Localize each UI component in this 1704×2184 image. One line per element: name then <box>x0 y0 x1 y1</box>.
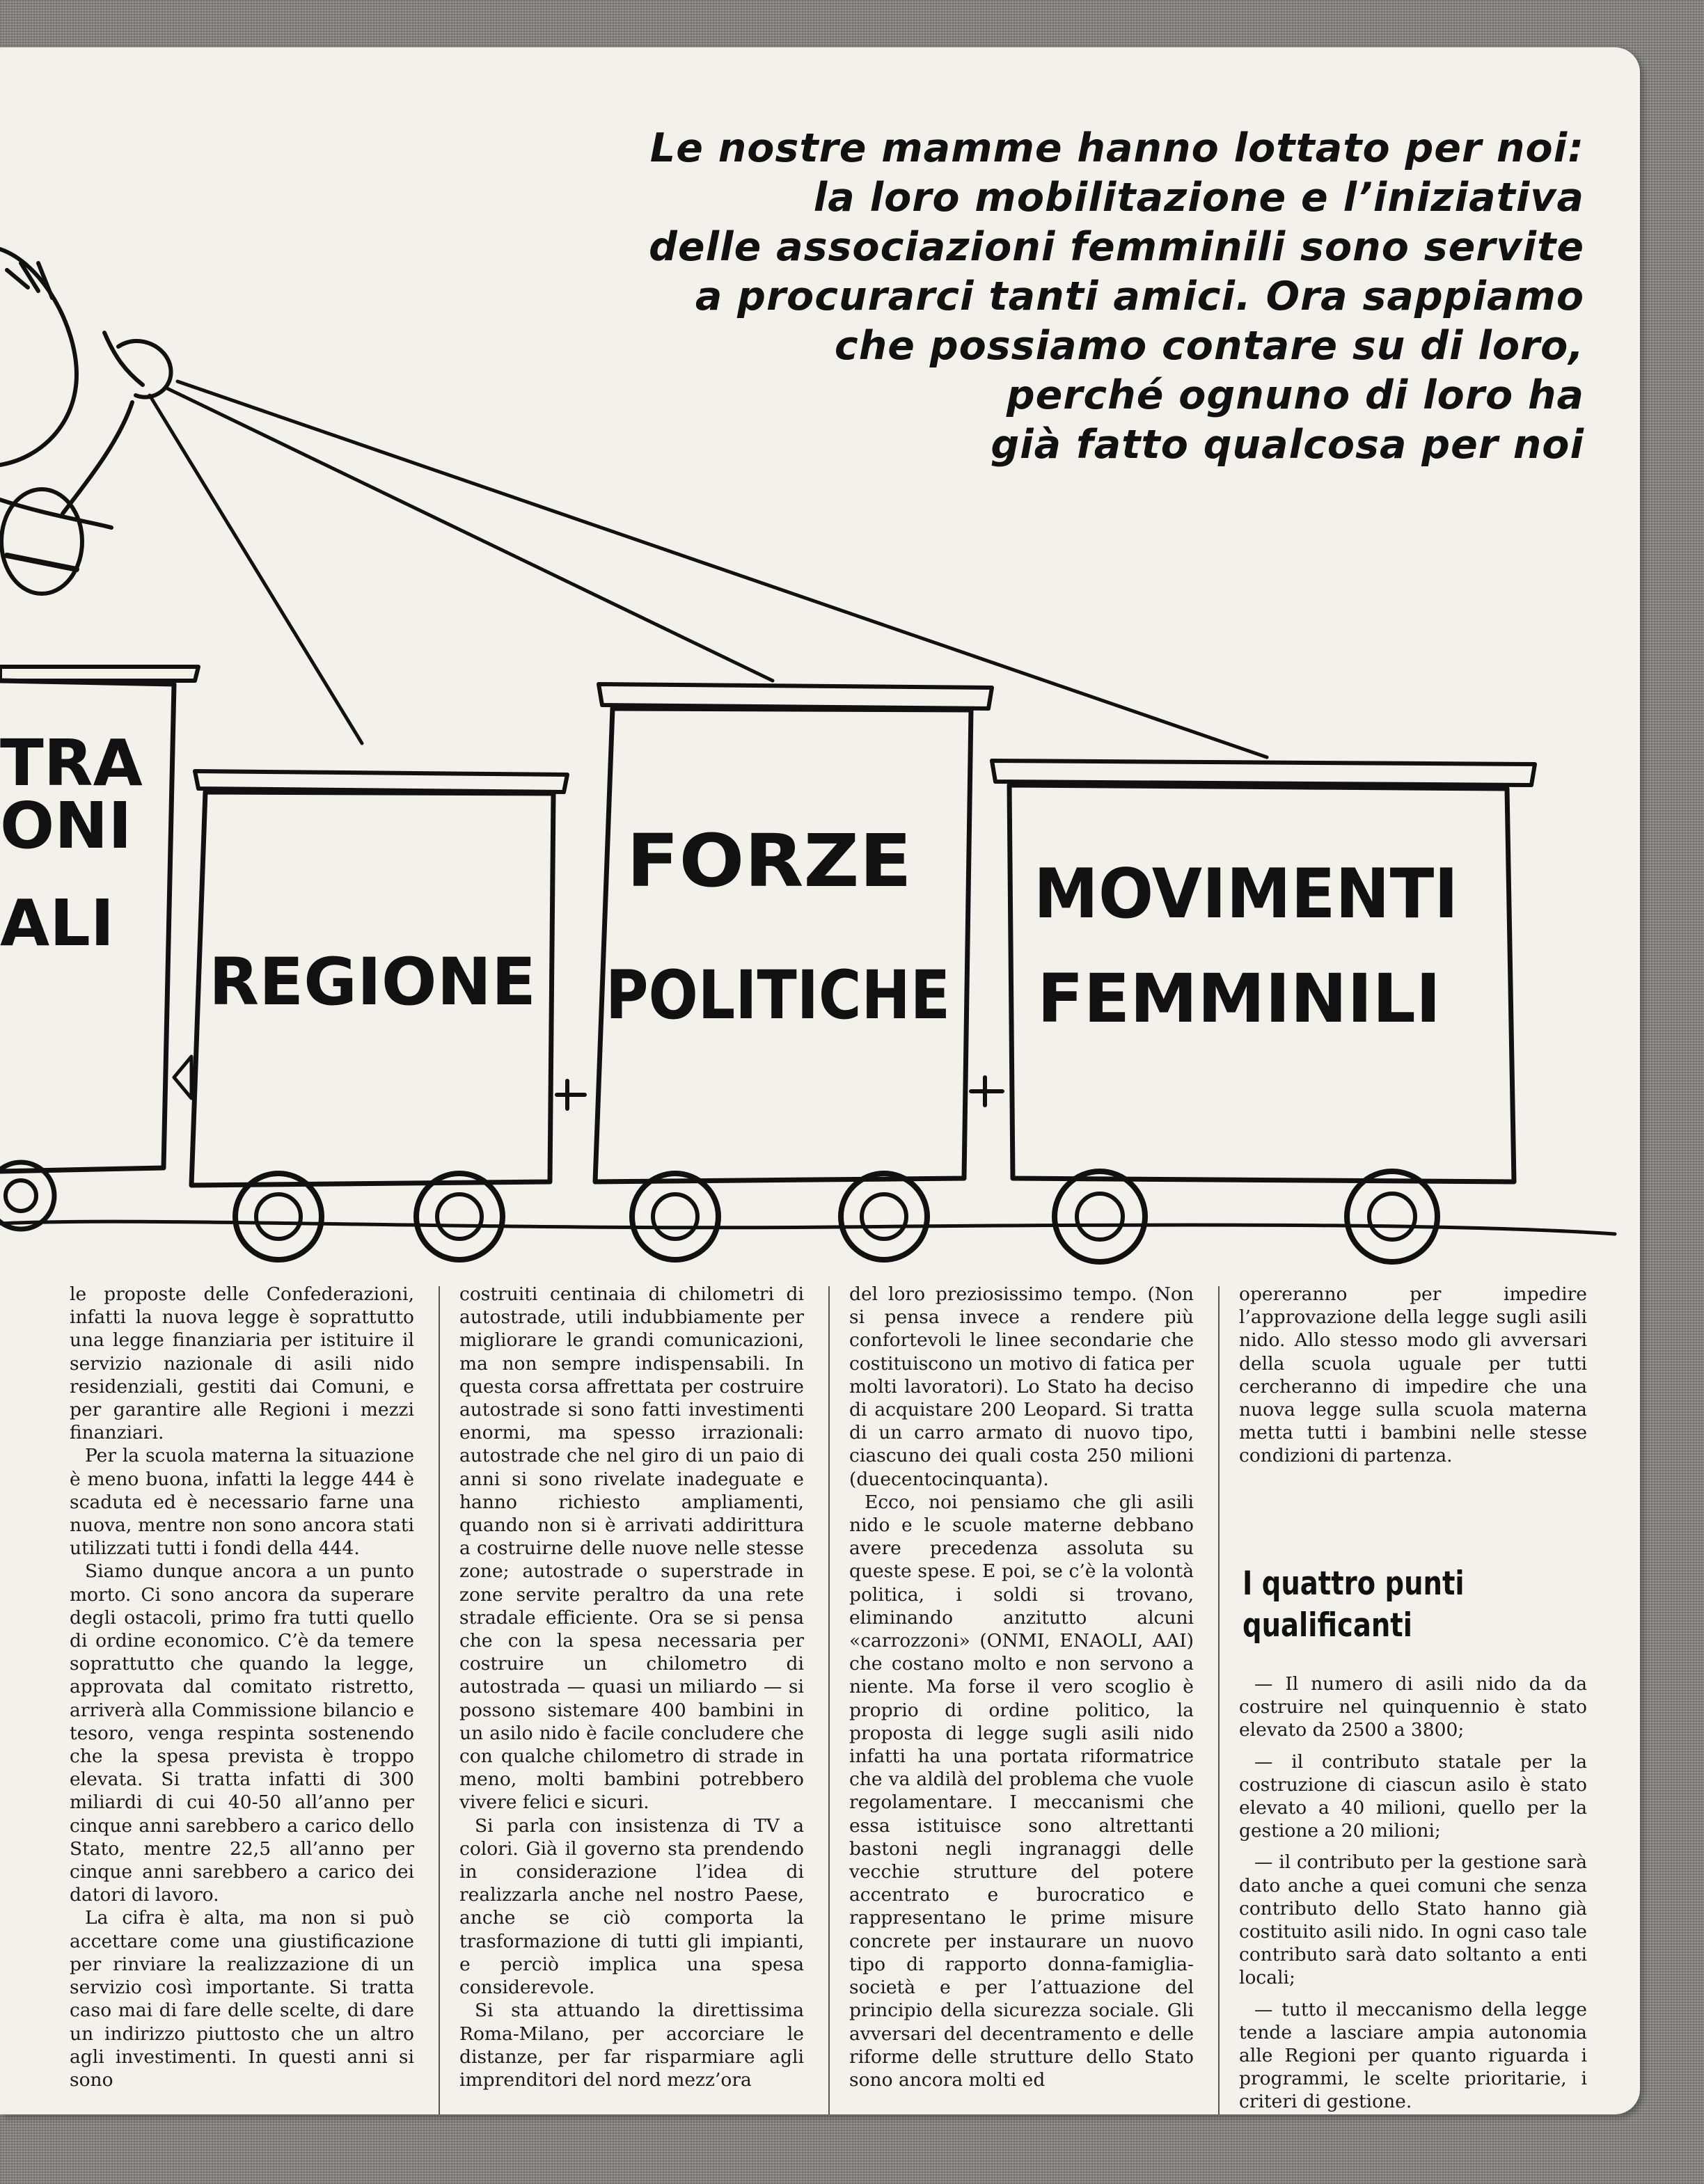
wagon-partial-line-3: ALI <box>0 886 115 960</box>
headline-line: già fatto qualcosa per noi <box>991 422 1584 468</box>
wagon-movimenti-line-1: MOVIMENTI <box>1034 855 1458 934</box>
wagon-partial-line-2: ONI <box>0 789 132 863</box>
article-column-4 <box>1239 1283 1587 1468</box>
wagon-forze-line-2: POLITICHE <box>606 956 950 1034</box>
wagon-movimenti-line-2: FEMMINILI <box>1037 960 1441 1038</box>
paragraph: Per la scuola materna la situazione è meno buona, infatti la legge 444 è scaduta ed è necessario farne una nuova, mentre non sono ancora stati utilizzati tutti i fondi della 444. <box>70 1445 414 1560</box>
key-point: — tutto il meccanismo della legge tende a lasciare ampia autonomia alle Regioni per quanto riguarda i programmi, le scelte prioritarie, i criteri di gestione. <box>1239 1998 1587 2113</box>
paragraph: costruiti centinaia di chilometri di autostrade, utili indubbiamente per migliorare le grandi comunicazioni, ma non sempre indispensabili. In questa corsa affrettata per costruire autostrade si sono fatti investimenti enormi, ma spesso irrazionali: autostrade che nel giro di un paio di anni si sono rivelate inadeguate e hanno richiesto ampliamenti, quando non si è arrivati addirittura a costruirne delle nuove nelle stesse zone; autostrade o superstrade in zone servite peraltro da una rete stradale efficiente. Ora se si pensa che con la spesa necessaria per costruire un chilometro di autostrada — quasi un miliardo — si possono sistemare 400 bambini in un asilo nido è facile concludere che con qualche chilometro di strade in meno, molti bambini potrebbero vivere felici e sicuri. <box>459 1283 804 1814</box>
headline-line: delle associazioni femminili sono servite <box>649 224 1584 270</box>
paragraph: La cifra è alta, ma non si può accettare come una giustificazione per rinviare la realizzazione di un servizio così importante. Si tratta caso mai di fare delle scelte, di dare un indirizzo piuttosto che un altro agli investimenti. In questi anni si sono <box>70 1907 414 2091</box>
headline-line: la loro mobilitazione e l’iniziativa <box>813 175 1584 221</box>
key-points-list <box>1239 1672 1587 2114</box>
paragraph: Si sta attuando la direttissima Roma-Milano, per accorciare le distanze, per far risparmiare agli imprenditori del nord mezz’ora <box>459 2000 804 2091</box>
key-point: — Il numero di asili nido da da costruire nel quinquennio è stato elevato da 2500 a 3800; <box>1239 1673 1587 1741</box>
headline-line: perché ognuno di loro ha <box>1006 372 1584 418</box>
key-point: — il contributo per la gestione sarà dato anche a quei comuni che senza contributo dello Stato hanno già costituito asili nido. In ogni caso tale contributo sarà dato soltanto a enti locali; <box>1239 1851 1587 1989</box>
headline-line: a procurarci tanti amici. Ora sappiamo <box>695 274 1584 319</box>
column-divider <box>828 1286 830 2114</box>
paragraph: Siamo dunque ancora a un punto morto. Ci sono ancora da superare degli ostacoli, primo fra tutti quello di ordine economico. C’è da temere soprattutto che quando la legge, approvata dal comitato ristretto, arriverà alla Commissione bilancio e tesoro, venga respinta sostenendo che la spesa prevista è troppo elevata. Si tratta infatti di 300 miliardi di cui 40-50 all’anno per cinque anni sarebbero a carico dello Stato, mentre 22,5 all’anno per cinque anni sarebbero a carico dei datori di lavoro. <box>70 1560 414 1906</box>
key-point: — il contributo statale per la costruzione di ciascun asilo è stato elevato a 40 milioni, quello per la gestione a 20 milioni; <box>1239 1750 1587 1842</box>
article-column-1 <box>70 1283 414 2091</box>
column-divider <box>1218 1286 1220 2114</box>
section-subhead: I quattro punti qualificanti <box>1242 1565 1465 1645</box>
paragraph: opereranno per impedire l’approvazione della legge sugli asili nido. Allo stesso modo gli avversari della scuola uguale per tutti cercheranno di impedire che una nuova legge sulla scuola materna metta tutti i bambini nelle stesse condizioni di partenza. <box>1239 1283 1587 1467</box>
headline <box>401 124 1584 470</box>
wagon-forze-line-1: FORZE <box>626 818 912 903</box>
headline-line: Le nostre mamme hanno lottato per noi: <box>649 125 1584 171</box>
wagon-partial-line-1: TRA <box>0 726 143 800</box>
paragraph: del loro preziosissimo tempo. (Non si pensa invece a rendere più confortevoli le linee secondarie che costituiscono un motivo di fatica per molti lavoratori). Lo Stato ha deciso di acquistare 200 Leopard. Si tratta di un carro armato di nuovo tipo, ciascuno dei quali costa 250 milioni (duecentocinquanta). <box>849 1283 1194 1490</box>
paragraph: le proposte delle Confederazioni, infatti la nuova legge è soprattutto una legge finanziaria per istituire il servizio nazionale di asili nido residenziali, gestiti dai Comuni, e per garantire alle Regioni i mezzi finanziari. <box>70 1283 414 1444</box>
article-column-3 <box>849 1283 1194 2091</box>
headline-line: che possiamo contare su di loro, <box>834 323 1584 369</box>
wagon-regione-label: REGIONE <box>209 944 536 1020</box>
child-figure <box>0 249 171 594</box>
paragraph: Si parla con insistenza di TV a colori. Già il governo sta prendendo in considerazione l’idea di realizzarla anche nel nostro Paese, anche se ciò comporta la trasformazione di tutti gli impianti, e perciò implica una spesa considerevole. <box>459 1814 804 1999</box>
magazine-page <box>0 47 1640 2114</box>
column-divider <box>439 1286 440 2114</box>
article-column-2 <box>459 1283 804 2091</box>
paragraph: Ecco, noi pensiamo che gli asili nido e le scuole materne debbano avere precedenza assoluta su queste spese. E poi, se c’è la volontà politica, i soldi si trovano, eliminando anzitutto alcuni «carrozzoni» (ONMI, ENAOLI, AAI) che costano molto e non servono a niente. Ma forse il vero scoglio è proprio di ordine politico, la proposta di legge sugli asili nido infatti ha una portata riformatrice che va aldilà del problema che vuole regolamentare. I meccanismi che essa istituisce sono altrettanti bastoni negli ingranaggi delle vecchie strutture del potere accentrato e burocratico e rappresentano le prime misure concrete per instaurare un nuovo tipo di rapporto donna-famiglia-società e per l’attuazione del principio della sicurezza sociale. Gli avversari del decentramento e delle riforme delle strutture dello Stato sono ancora molti ed <box>849 1491 1194 2091</box>
